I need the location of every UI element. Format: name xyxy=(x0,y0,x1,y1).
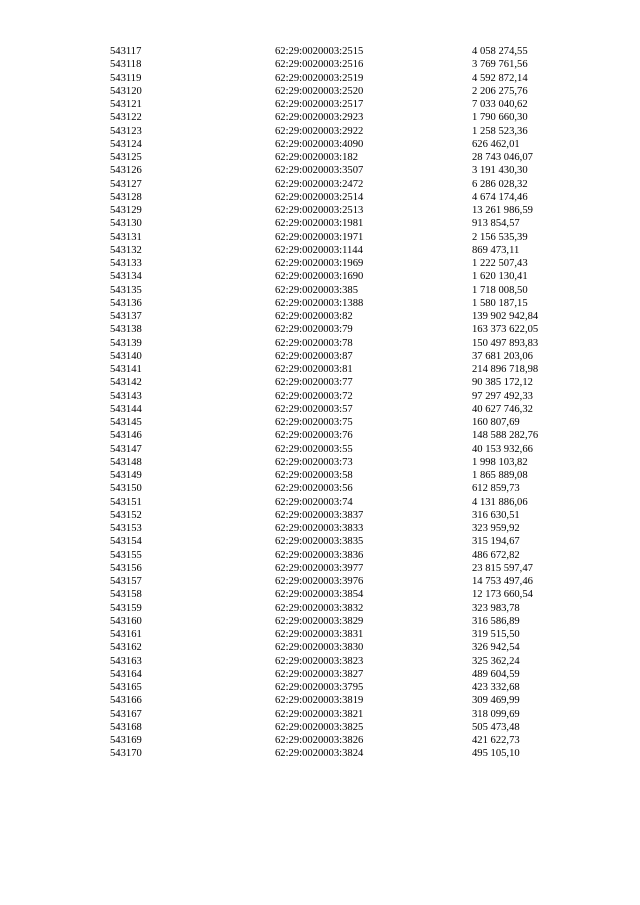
table-row xyxy=(0,45,640,58)
row-number: 543120 xyxy=(110,85,142,97)
cadastral-number: 62:29:0020003:3795 xyxy=(275,682,364,693)
cadastral-number: 62:29:0020003:58 xyxy=(275,470,353,481)
table-row xyxy=(0,363,640,376)
table-row xyxy=(0,58,640,71)
row-number: 543131 xyxy=(110,231,142,243)
row-number: 543145 xyxy=(110,417,142,428)
row-number: 543146 xyxy=(110,430,142,442)
cadastral-number: 62:29:0020003:2517 xyxy=(275,99,364,110)
table-row xyxy=(0,217,640,230)
row-number: 543142 xyxy=(110,377,142,389)
cadastral-value: 1 718 008,50 xyxy=(472,284,528,296)
table-row xyxy=(0,297,640,310)
cadastral-number: 62:29:0020003:56 xyxy=(275,483,353,495)
cadastral-number: 62:29:0020003:3823 xyxy=(275,655,364,667)
cadastral-number: 62:29:0020003:57 xyxy=(275,403,353,415)
cadastral-value: 12 173 660,54 xyxy=(472,589,533,601)
cadastral-value: 4 131 886,06 xyxy=(472,496,528,508)
table-row xyxy=(0,708,640,721)
row-number: 543136 xyxy=(110,297,142,309)
cadastral-number: 62:29:0020003:78 xyxy=(275,337,353,349)
cadastral-value: 505 473,48 xyxy=(472,721,520,733)
cadastral-number: 62:29:0020003:3836 xyxy=(275,549,364,561)
table-row xyxy=(0,125,640,138)
row-number: 543139 xyxy=(110,337,142,349)
cadastral-number: 62:29:0020003:182 xyxy=(275,152,358,163)
table-row xyxy=(0,376,640,389)
cadastral-value: 1 222 507,43 xyxy=(472,258,528,269)
cadastral-value: 3 769 761,56 xyxy=(472,59,528,71)
cadastral-number: 62:29:0020003:76 xyxy=(275,430,353,442)
cadastral-number: 62:29:0020003:1969 xyxy=(275,258,364,269)
table-row xyxy=(0,204,640,217)
row-number: 543141 xyxy=(110,364,142,375)
row-number: 543148 xyxy=(110,456,142,468)
cadastral-value: 160 807,69 xyxy=(472,417,520,428)
row-number: 543124 xyxy=(110,138,142,150)
table-row xyxy=(0,323,640,336)
row-number: 543128 xyxy=(110,191,142,203)
row-number: 543167 xyxy=(110,708,142,720)
cadastral-number: 62:29:0020003:2515 xyxy=(275,46,364,57)
row-number: 543170 xyxy=(110,748,142,760)
table-row xyxy=(0,390,640,403)
row-number: 543159 xyxy=(110,602,142,614)
cadastral-value: 309 469,99 xyxy=(472,695,520,707)
cadastral-number: 62:29:0020003:77 xyxy=(275,377,353,389)
cadastral-value: 489 604,59 xyxy=(472,668,520,680)
cadastral-number: 62:29:0020003:79 xyxy=(275,324,353,336)
table-row xyxy=(0,164,640,177)
row-number: 543156 xyxy=(110,562,142,574)
row-number: 543169 xyxy=(110,735,142,746)
table-row xyxy=(0,562,640,575)
cadastral-value: 1 620 130,41 xyxy=(472,271,528,283)
row-number: 543126 xyxy=(110,165,142,177)
cadastral-value: 4 058 274,55 xyxy=(472,46,528,57)
cadastral-number: 62:29:0020003:1690 xyxy=(275,271,364,283)
table-row xyxy=(0,456,640,469)
table-row xyxy=(0,270,640,283)
table-row xyxy=(0,151,640,164)
row-number: 543133 xyxy=(110,258,142,269)
cadastral-number: 62:29:0020003:2520 xyxy=(275,85,364,97)
cadastral-number: 62:29:0020003:55 xyxy=(275,443,353,455)
row-number: 543163 xyxy=(110,655,142,667)
cadastral-value: 315 194,67 xyxy=(472,536,520,548)
cadastral-value: 326 942,54 xyxy=(472,642,520,654)
cadastral-value: 1 865 889,08 xyxy=(472,470,528,481)
cadastral-value: 3 191 430,30 xyxy=(472,165,528,177)
cadastral-number: 62:29:0020003:2513 xyxy=(275,205,364,216)
table-row xyxy=(0,85,640,98)
cadastral-number: 62:29:0020003:3507 xyxy=(275,165,364,177)
cadastral-value: 1 790 660,30 xyxy=(472,112,528,124)
cadastral-number: 62:29:0020003:1388 xyxy=(275,297,364,309)
cadastral-number: 62:29:0020003:1144 xyxy=(275,244,363,256)
cadastral-value: 323 983,78 xyxy=(472,602,520,614)
cadastral-number: 62:29:0020003:2922 xyxy=(275,125,364,137)
cadastral-value: 421 622,73 xyxy=(472,735,520,746)
table-row xyxy=(0,655,640,668)
cadastral-value: 148 588 282,76 xyxy=(472,430,539,442)
row-number: 543132 xyxy=(110,244,142,256)
cadastral-number: 62:29:0020003:3830 xyxy=(275,642,364,654)
cadastral-number: 62:29:0020003:72 xyxy=(275,390,353,402)
row-number: 543144 xyxy=(110,403,142,415)
table-row xyxy=(0,231,640,244)
cadastral-value: 7 033 040,62 xyxy=(472,99,528,110)
cadastral-value: 612 859,73 xyxy=(472,483,520,495)
row-number: 543166 xyxy=(110,695,142,707)
table-row xyxy=(0,98,640,111)
table-row xyxy=(0,416,640,429)
table-row xyxy=(0,178,640,191)
cadastral-number: 62:29:0020003:82 xyxy=(275,311,353,322)
table-row xyxy=(0,403,640,416)
table-row xyxy=(0,257,640,270)
cadastral-number: 62:29:0020003:2514 xyxy=(275,191,364,203)
row-number: 543160 xyxy=(110,615,142,627)
cadastral-value: 2 206 275,76 xyxy=(472,85,528,97)
cadastral-number: 62:29:0020003:3829 xyxy=(275,615,364,627)
row-number: 543152 xyxy=(110,509,142,521)
row-number: 543157 xyxy=(110,576,142,587)
row-number: 543151 xyxy=(110,496,142,508)
table-row xyxy=(0,615,640,628)
cadastral-number: 62:29:0020003:3831 xyxy=(275,629,364,640)
cadastral-number: 62:29:0020003:3977 xyxy=(275,562,364,574)
cadastral-number: 62:29:0020003:3825 xyxy=(275,721,364,733)
cadastral-value: 13 261 986,59 xyxy=(472,205,533,216)
table-row xyxy=(0,429,640,442)
cadastral-number: 62:29:0020003:385 xyxy=(275,284,358,296)
row-number: 543149 xyxy=(110,470,142,481)
cadastral-number: 62:29:0020003:75 xyxy=(275,417,353,428)
table-row xyxy=(0,535,640,548)
row-number: 543129 xyxy=(110,205,142,216)
table-row xyxy=(0,111,640,124)
cadastral-value: 323 959,92 xyxy=(472,523,520,534)
cadastral-number: 62:29:0020003:2519 xyxy=(275,72,364,84)
table-row xyxy=(0,641,640,654)
cadastral-value-table xyxy=(0,45,640,761)
cadastral-value: 4 674 174,46 xyxy=(472,191,528,203)
cadastral-value: 319 515,50 xyxy=(472,629,520,640)
table-row xyxy=(0,337,640,350)
row-number: 543140 xyxy=(110,350,142,362)
cadastral-value: 1 580 187,15 xyxy=(472,297,528,309)
cadastral-value: 913 854,57 xyxy=(472,218,520,230)
row-number: 543158 xyxy=(110,589,142,601)
table-row xyxy=(0,72,640,85)
row-number: 543130 xyxy=(110,218,142,230)
table-row xyxy=(0,469,640,482)
table-row xyxy=(0,191,640,204)
table-row xyxy=(0,284,640,297)
table-row xyxy=(0,350,640,363)
cadastral-value: 316 586,89 xyxy=(472,615,520,627)
row-number: 543119 xyxy=(110,72,142,84)
table-row xyxy=(0,522,640,535)
cadastral-value: 316 630,51 xyxy=(472,509,520,521)
table-row xyxy=(0,668,640,681)
cadastral-value: 163 373 622,05 xyxy=(472,324,539,336)
cadastral-value: 1 998 103,82 xyxy=(472,456,528,468)
table-row xyxy=(0,496,640,509)
cadastral-value: 869 473,11 xyxy=(472,244,520,256)
row-number: 543123 xyxy=(110,125,142,137)
cadastral-number: 62:29:0020003:2472 xyxy=(275,178,364,190)
cadastral-value: 318 099,69 xyxy=(472,708,520,720)
cadastral-value: 423 332,68 xyxy=(472,682,520,693)
cadastral-value: 214 896 718,98 xyxy=(472,364,539,375)
row-number: 543117 xyxy=(110,46,142,57)
cadastral-value: 6 286 028,32 xyxy=(472,178,528,190)
row-number: 543155 xyxy=(110,549,142,561)
row-number: 543138 xyxy=(110,324,142,336)
table-row xyxy=(0,588,640,601)
cadastral-number: 62:29:0020003:3832 xyxy=(275,602,364,614)
cadastral-value: 23 815 597,47 xyxy=(472,562,533,574)
cadastral-number: 62:29:0020003:3827 xyxy=(275,668,364,680)
cadastral-number: 62:29:0020003:3824 xyxy=(275,748,364,760)
cadastral-number: 62:29:0020003:3826 xyxy=(275,735,364,746)
row-number: 543168 xyxy=(110,721,142,733)
cadastral-value: 37 681 203,06 xyxy=(472,350,533,362)
row-number: 543118 xyxy=(110,59,142,71)
cadastral-number: 62:29:0020003:3835 xyxy=(275,536,364,548)
cadastral-number: 62:29:0020003:3976 xyxy=(275,576,364,587)
cadastral-number: 62:29:0020003:2516 xyxy=(275,59,364,71)
cadastral-number: 62:29:0020003:3821 xyxy=(275,708,364,720)
row-number: 543125 xyxy=(110,152,142,163)
row-number: 543162 xyxy=(110,642,142,654)
cadastral-value: 1 258 523,36 xyxy=(472,125,528,137)
cadastral-number: 62:29:0020003:3833 xyxy=(275,523,364,534)
cadastral-value: 14 753 497,46 xyxy=(472,576,533,587)
cadastral-value: 150 497 893,83 xyxy=(472,337,539,349)
cadastral-value: 495 105,10 xyxy=(472,748,520,760)
cadastral-value: 486 672,82 xyxy=(472,549,520,561)
cadastral-number: 62:29:0020003:81 xyxy=(275,364,353,375)
cadastral-number: 62:29:0020003:73 xyxy=(275,456,353,468)
cadastral-number: 62:29:0020003:4090 xyxy=(275,138,364,150)
cadastral-value: 28 743 046,07 xyxy=(472,152,533,163)
table-row xyxy=(0,734,640,747)
row-number: 543134 xyxy=(110,271,142,283)
table-row xyxy=(0,575,640,588)
table-row xyxy=(0,721,640,734)
table-row xyxy=(0,443,640,456)
table-row xyxy=(0,602,640,615)
cadastral-value: 90 385 172,12 xyxy=(472,377,533,389)
cadastral-value: 4 592 872,14 xyxy=(472,72,528,84)
row-number: 543147 xyxy=(110,443,142,455)
table-row xyxy=(0,310,640,323)
cadastral-value: 40 627 746,32 xyxy=(472,403,533,415)
row-number: 543164 xyxy=(110,668,142,680)
row-number: 543135 xyxy=(110,284,142,296)
row-number: 543165 xyxy=(110,682,142,693)
cadastral-number: 62:29:0020003:3837 xyxy=(275,509,364,521)
row-number: 543150 xyxy=(110,483,142,495)
cadastral-number: 62:29:0020003:3854 xyxy=(275,589,364,601)
table-row xyxy=(0,694,640,707)
table-row xyxy=(0,482,640,495)
cadastral-value: 139 902 942,84 xyxy=(472,311,539,322)
row-number: 543153 xyxy=(110,523,142,534)
cadastral-value: 325 362,24 xyxy=(472,655,520,667)
table-row xyxy=(0,747,640,760)
table-row xyxy=(0,509,640,522)
cadastral-number: 62:29:0020003:74 xyxy=(275,496,353,508)
cadastral-value: 97 297 492,33 xyxy=(472,390,533,402)
row-number: 543121 xyxy=(110,99,142,110)
cadastral-number: 62:29:0020003:87 xyxy=(275,350,353,362)
row-number: 543137 xyxy=(110,311,142,322)
row-number: 543154 xyxy=(110,536,142,548)
cadastral-value: 626 462,01 xyxy=(472,138,520,150)
row-number: 543122 xyxy=(110,112,142,124)
cadastral-value: 40 153 932,66 xyxy=(472,443,533,455)
table-row xyxy=(0,549,640,562)
row-number: 543143 xyxy=(110,390,142,402)
cadastral-number: 62:29:0020003:2923 xyxy=(275,112,364,124)
cadastral-number: 62:29:0020003:1981 xyxy=(275,218,364,230)
cadastral-number: 62:29:0020003:3819 xyxy=(275,695,364,707)
table-row xyxy=(0,244,640,257)
table-row xyxy=(0,628,640,641)
cadastral-value: 2 156 535,39 xyxy=(472,231,528,243)
cadastral-number: 62:29:0020003:1971 xyxy=(275,231,364,243)
table-row xyxy=(0,138,640,151)
table-row xyxy=(0,681,640,694)
row-number: 543161 xyxy=(110,629,142,640)
row-number: 543127 xyxy=(110,178,142,190)
